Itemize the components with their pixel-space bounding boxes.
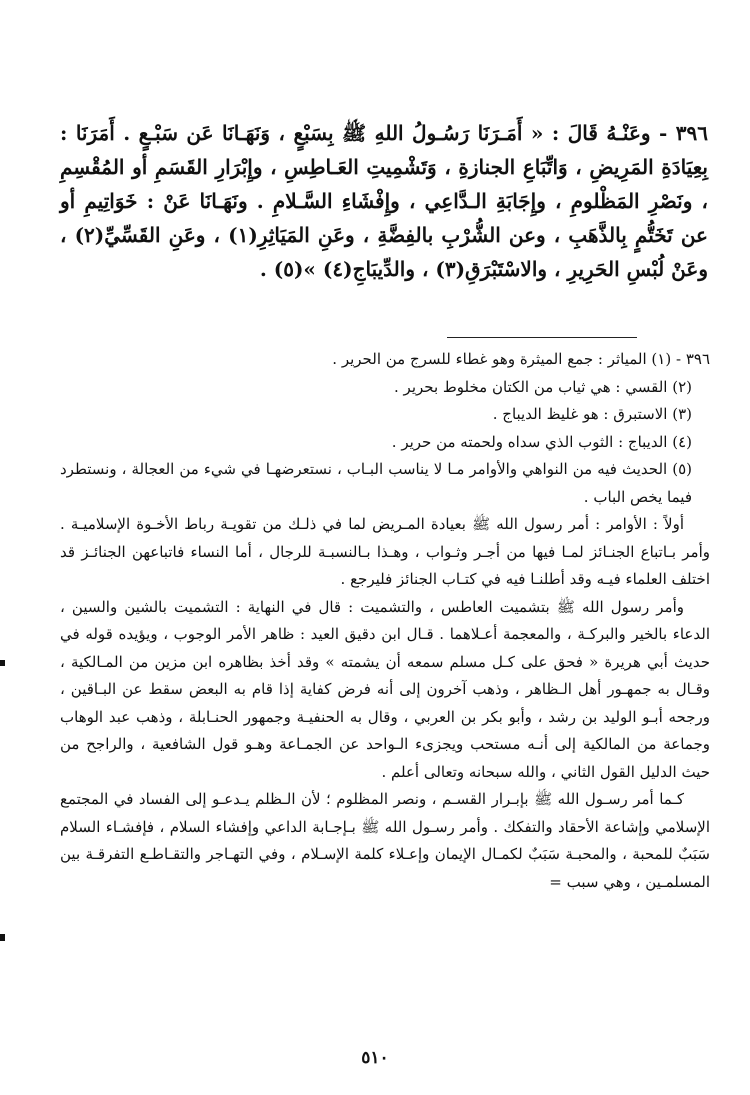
footnote-2: (٢) القسي : هي ثياب من الكتان مخلوط بحرير . [394, 377, 692, 396]
scan-edge-mark [0, 934, 5, 941]
footnotes-section [60, 346, 710, 896]
hadith-text [60, 116, 708, 286]
commentary-paragraph-1: أولاً : الأوامر : أمر رسول الله ﷺ بعيادة المـريض لما في ذلـك من تقويـة رباط الأخـوة الإسلاميـة . وأمر بـاتباع الجنـائز لمـا فيها من أجـر وثـواب ، وهـذا بـالنسبـة للرجال ، أما النساء فاتباعهن الجنائـز قد اختلف العلماء فيـه وقد أطلنـا فيه في كتـاب الجنائز فليرجع . [60, 515, 710, 588]
footnote-4: (٤) الديباج : الثوب الذي سداه ولحمته من حرير . [391, 432, 692, 451]
scan-edge-mark [0, 660, 5, 666]
commentary-paragraph-3: كـما أمر رسـول الله ﷺ بإبـرار القسـم ، ونصر المظلوم ؛ لأن الـظلم يـدعـو إلى الفساد في المجتمع الإسلامي وإشاعة الأحقاد والتفكك . وأمر رسـول الله ﷺ بـإجـابة الداعي وإفشاء السلام ، فإفشـاء السلام سَبَبٌ للمحبة ، والمحبـة سَبَبٌ لكمـال الإيمان وإعـلاء كلمة الإسـلام ، وفي التهـاجر والتقـاطـع التفرقـة بين المسلمـين ، وهي سبب = [60, 790, 710, 891]
hadith-paragraph: ٣٩٦ - وعَنْـهُ قَالَ : « أَمَـرَنَا رَسُـولُ اللهِ ﷺ بِسَبْعٍ ، وَنَهَـانَا عَن سَبْـعٍ . أَمَرَنَا : بِعِيَادَةِ المَرِيضِ ، وَاتِّبَاعِ الجنازةِ ، وَتَشْمِيتِ العَـاطِسِ ، وإِبْرَارِ القَسَمِ أو المُقْسِمِ ، ونَصْرِ المَظْلومِ ، وإِجَابَةِ الـدَّاعِي ، وإِفْشَاءِ السَّـلامِ . ونَهَـانَا عَنْ : خَوَاتِيمِ أو عن تَخَتُّمٍ بِالذَّهَبِ ، وعن الشُّرْبِ بالفِضَّةِ ، وعَنِ المَيَاثِرِ(١) ، وعَنِ القَسِّيِّ(٢) ، وعَنْ لُبْسِ الحَرِيرِ ، والاسْتَبْرَقِ(٣) ، والدِّيبَاجِ(٤) »(٥) . [60, 121, 708, 281]
footnote-5: (٥) الحديث فيه من النواهي والأوامر مـا لا يناسب البـاب ، نستعرضهـا في شيء من العجالة ، ونستطرد فيما يخص الباب . [60, 460, 692, 506]
footnote-1: ٣٩٦ - (١) المياثر : جمع الميثرة وهو غطاء للسرج من الحرير . [332, 350, 710, 368]
commentary-paragraph-2: وأمر رسول الله ﷺ بتشميت العاطس ، والتشميت : قال في النهاية : التشميت بالشين والسين ، الدعاء بالخير والبركـة ، والمعجمة أعـلاهما . قـال ابن دقيق العيد : ظاهر الأمر الوجوب ، ويؤيده قوله في حديث أبي هريرة « فحق على كـل مسلم سمعه أن يشمته » وقد أخذ بظاهره ابن مزين من المـالكية ، وقـال به جمهـور أهل الـظاهر ، وذهب آخرون إلى أنه فرض كفاية إذا قام به البعض سقط عن البـاقين ، ورجحه أبـو الوليد بن رشد ، وأبو بكر بن العربي ، وقال به الحنفيـة وجمهور الحنـابلة ، وذهب عبد الوهاب وجماعة من المالكية إلى أنـه مستحب ويجزىء الـواحد عن الجمـاعة وهـو قول الشافعية ، والراجح من حيث الدليل القول الثاني ، والله سبحانه وتعالى أعلم . [60, 597, 710, 781]
footnote-separator [447, 337, 637, 338]
page-number: ٥١٠ [361, 1048, 389, 1068]
footnote-3: (٣) الاستبرق : هو غليظ الديباج . [492, 405, 692, 423]
